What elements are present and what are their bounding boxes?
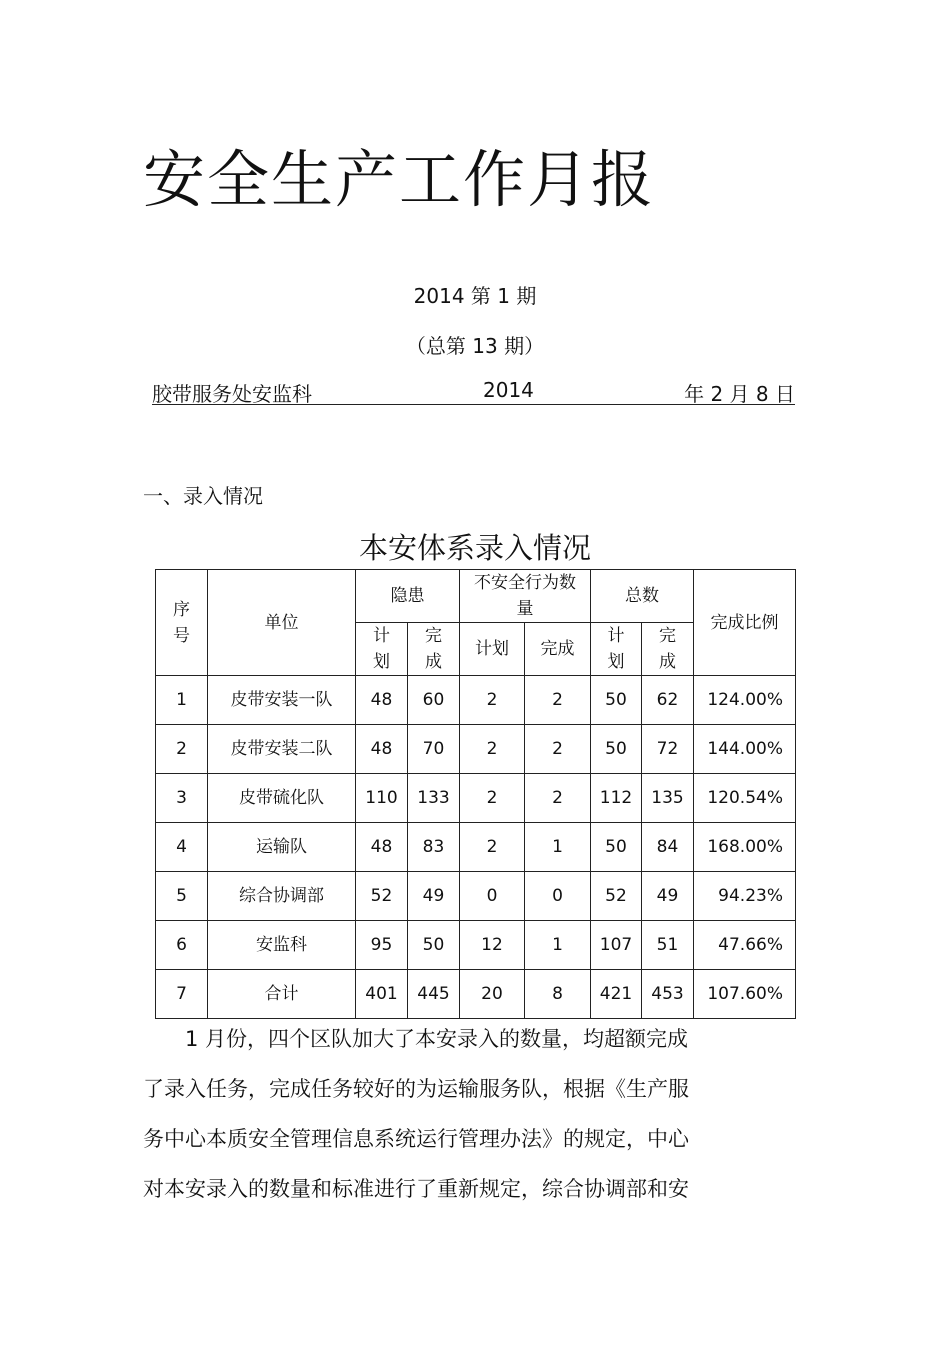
cell-hazard-done: 445 xyxy=(408,970,460,1019)
section-heading: 一、录入情况 xyxy=(143,484,263,508)
subheader-total-done: 完成 xyxy=(642,623,694,676)
issue-number: 2014 第 1 期 xyxy=(413,284,537,308)
cell-seq: 1 xyxy=(156,676,208,725)
table-row xyxy=(156,970,796,1019)
cell-total-done: 453 xyxy=(642,970,694,1019)
cell-hazard-plan: 52 xyxy=(356,872,408,921)
cell-hazard-done: 50 xyxy=(408,921,460,970)
cell-total-plan: 50 xyxy=(591,676,642,725)
cell-total-plan: 50 xyxy=(591,725,642,774)
cell-unsafe-done: 2 xyxy=(525,676,591,725)
header-completion-ratio: 完成比例 xyxy=(694,570,796,676)
table-row xyxy=(156,725,796,774)
cell-total-plan: 52 xyxy=(591,872,642,921)
table-row xyxy=(156,823,796,872)
cell-seq: 4 xyxy=(156,823,208,872)
paragraph-line: 1 月份，四个区队加大了本安录入的数量，均超额完成 xyxy=(143,1027,689,1051)
cell-total-done: 51 xyxy=(642,921,694,970)
cell-total-done: 135 xyxy=(642,774,694,823)
table-header-row xyxy=(156,570,796,623)
subheader-total-plan: 计划 xyxy=(591,623,642,676)
cell-total-done: 49 xyxy=(642,872,694,921)
cell-completion-ratio: 107.60% xyxy=(694,970,796,1019)
publisher-date-line xyxy=(152,378,795,405)
cell-unsafe-plan: 2 xyxy=(460,823,525,872)
cell-hazard-plan: 110 xyxy=(356,774,408,823)
cell-unsafe-plan: 0 xyxy=(460,872,525,921)
cell-unit: 综合协调部 xyxy=(208,872,356,921)
subheader-unsafe-done: 完成 xyxy=(525,623,591,676)
cell-completion-ratio: 144.00% xyxy=(694,725,796,774)
cell-total-plan: 421 xyxy=(591,970,642,1019)
cell-total-plan: 112 xyxy=(591,774,642,823)
cell-unsafe-done: 0 xyxy=(525,872,591,921)
table-row xyxy=(156,774,796,823)
cell-unit: 合计 xyxy=(208,970,356,1019)
cell-total-plan: 50 xyxy=(591,823,642,872)
publisher-org: 胶带服务处安监科 xyxy=(152,382,312,406)
cell-unit: 皮带安装一队 xyxy=(208,676,356,725)
cell-seq: 2 xyxy=(156,725,208,774)
cell-hazard-done: 49 xyxy=(408,872,460,921)
cell-total-done: 62 xyxy=(642,676,694,725)
cell-unit: 皮带硫化队 xyxy=(208,774,356,823)
header-unsafe-behavior: 不安全行为数量 xyxy=(460,570,591,623)
cell-unit: 安监科 xyxy=(208,921,356,970)
cell-total-plan: 107 xyxy=(591,921,642,970)
subheader-hazard-plan: 计划 xyxy=(356,623,408,676)
cell-unsafe-plan: 2 xyxy=(460,774,525,823)
cell-hazard-plan: 48 xyxy=(356,823,408,872)
header-seq: 序号 xyxy=(156,570,208,676)
cell-completion-ratio: 124.00% xyxy=(694,676,796,725)
document-title: 安全生产工作月报 xyxy=(143,143,656,216)
cell-seq: 7 xyxy=(156,970,208,1019)
total-issue-number: （总第 13 期） xyxy=(405,334,545,358)
cell-completion-ratio: 120.54% xyxy=(694,774,796,823)
cell-unit: 运输队 xyxy=(208,823,356,872)
header-hazard: 隐患 xyxy=(356,570,460,623)
cell-unsafe-plan: 2 xyxy=(460,676,525,725)
cell-unsafe-plan: 20 xyxy=(460,970,525,1019)
cell-completion-ratio: 47.66% xyxy=(694,921,796,970)
cell-hazard-done: 70 xyxy=(408,725,460,774)
cell-unsafe-done: 2 xyxy=(525,774,591,823)
cell-unsafe-done: 1 xyxy=(525,823,591,872)
paragraph-line: 对本安录入的数量和标准进行了重新规定，综合协调部和安 xyxy=(143,1177,689,1201)
cell-hazard-done: 83 xyxy=(408,823,460,872)
header-total: 总数 xyxy=(591,570,694,623)
cell-hazard-plan: 401 xyxy=(356,970,408,1019)
header-unit: 单位 xyxy=(208,570,356,676)
cell-hazard-plan: 95 xyxy=(356,921,408,970)
table-row xyxy=(156,676,796,725)
publish-date: 年 2 月 8 日 xyxy=(684,382,795,406)
cell-unsafe-plan: 2 xyxy=(460,725,525,774)
cell-seq: 6 xyxy=(156,921,208,970)
cell-completion-ratio: 94.23% xyxy=(694,872,796,921)
cell-hazard-done: 133 xyxy=(408,774,460,823)
cell-hazard-plan: 48 xyxy=(356,676,408,725)
cell-unsafe-plan: 12 xyxy=(460,921,525,970)
entry-table xyxy=(155,569,796,1019)
cell-unsafe-done: 8 xyxy=(525,970,591,1019)
cell-seq: 3 xyxy=(156,774,208,823)
table-title: 本安体系录入情况 xyxy=(358,531,591,565)
table-row xyxy=(156,921,796,970)
cell-unsafe-done: 1 xyxy=(525,921,591,970)
cell-unit: 皮带安装二队 xyxy=(208,725,356,774)
table-row xyxy=(156,872,796,921)
paragraph-line: 了录入任务，完成任务较好的为运输服务队，根据《生产服 xyxy=(143,1077,689,1101)
cell-hazard-done: 60 xyxy=(408,676,460,725)
cell-hazard-plan: 48 xyxy=(356,725,408,774)
publish-year: 2014 xyxy=(483,378,534,402)
cell-total-done: 72 xyxy=(642,725,694,774)
paragraph-line: 务中心本质安全管理信息系统运行管理办法》的规定，中心 xyxy=(143,1127,689,1151)
subheader-unsafe-plan: 计划 xyxy=(460,623,525,676)
cell-unsafe-done: 2 xyxy=(525,725,591,774)
cell-total-done: 84 xyxy=(642,823,694,872)
cell-seq: 5 xyxy=(156,872,208,921)
subheader-hazard-done: 完成 xyxy=(408,623,460,676)
cell-completion-ratio: 168.00% xyxy=(694,823,796,872)
